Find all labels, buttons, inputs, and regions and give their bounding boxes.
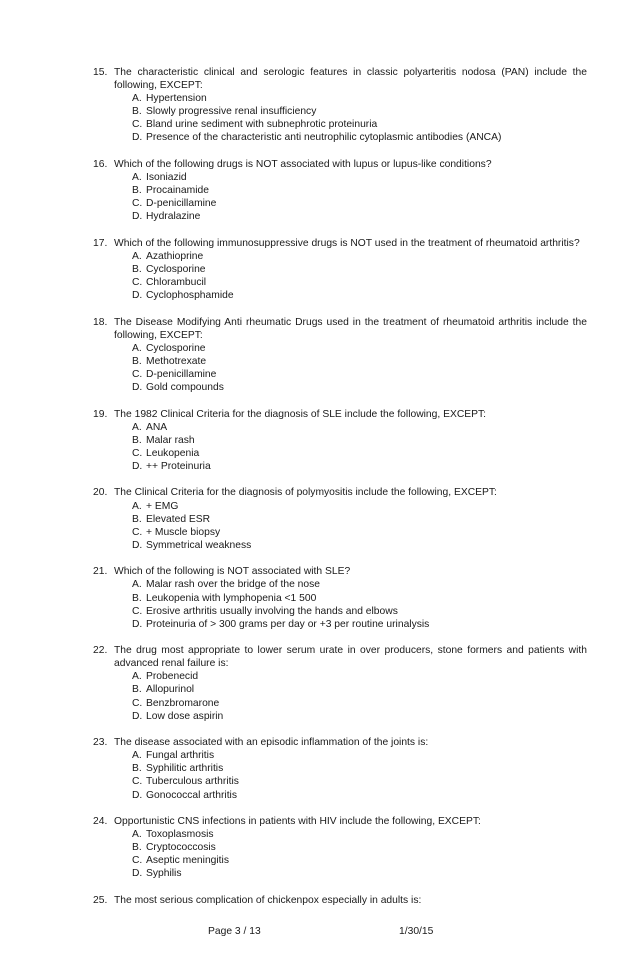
answer-option — [93, 749, 587, 762]
answer-option — [93, 355, 587, 368]
option-letter: C. — [132, 447, 143, 459]
answer-option — [93, 381, 587, 394]
question-stem — [93, 815, 587, 828]
question-stem — [93, 158, 587, 171]
answer-option — [93, 854, 587, 867]
answer-option — [93, 263, 587, 276]
question-text: The most serious complication of chickenpox especially in adults is: — [114, 894, 422, 906]
answer-option — [93, 289, 587, 302]
option-letter: A. — [132, 93, 142, 105]
option-text: Malar rash — [146, 434, 195, 446]
option-text: Elevated ESR — [146, 513, 211, 525]
option-text: + Muscle biopsy — [146, 526, 221, 538]
option-text: Aseptic meningitis — [146, 855, 229, 867]
question-text: The disease associated with an episodic inflammation of the joints is: — [114, 737, 429, 749]
option-text: Chlorambucil — [146, 277, 207, 289]
question-24 — [93, 815, 587, 880]
answer-option — [93, 131, 587, 144]
option-letter: A. — [132, 500, 142, 512]
question-text: The drug most appropriate to lower serum urate in over producers, stone formers and patients with advanced renal failure is: — [114, 645, 587, 670]
question-number: 24. — [93, 816, 108, 828]
option-text: Allopurinol — [146, 684, 195, 696]
question-19 — [93, 408, 587, 473]
answer-option — [93, 683, 587, 696]
option-letter: C. — [132, 277, 143, 289]
footer-date: 1/30/15 — [399, 926, 434, 937]
option-text: Leukopenia with lymphopenia <1 500 — [146, 592, 317, 604]
option-text: Hydralazine — [146, 211, 201, 223]
question-text: Which of the following immunosuppressive drugs is NOT used in the treatment of rheumatoid arthritis? — [114, 237, 580, 249]
answer-options — [93, 500, 587, 552]
option-letter: D. — [132, 618, 143, 630]
answer-options — [93, 171, 587, 223]
answer-options — [93, 92, 587, 144]
option-letter: C. — [132, 526, 143, 538]
option-letter: B. — [132, 434, 142, 446]
option-text: Cyclosporine — [146, 264, 206, 275]
answer-options — [93, 578, 587, 630]
option-text: Syphilis — [146, 868, 182, 880]
option-text: Slowly progressive renal insufficiency — [146, 106, 317, 118]
option-letter: D. — [132, 789, 143, 801]
answer-option — [93, 841, 587, 854]
option-text: Methotrexate — [146, 355, 207, 367]
question-stem — [93, 736, 587, 749]
option-text: Cyclophosphamide — [146, 290, 234, 302]
question-text: Opportunistic CNS infections in patients with HIV include the following, EXCEPT: — [114, 816, 481, 828]
option-text: Cyclosporine — [146, 342, 206, 354]
question-23 — [93, 736, 587, 801]
option-text: Leukopenia — [146, 447, 200, 459]
answer-option — [93, 460, 587, 473]
option-letter: C. — [132, 697, 143, 709]
question-number: 19. — [93, 408, 108, 420]
option-letter: A. — [132, 172, 142, 184]
answer-option — [93, 447, 587, 460]
option-text: Malar rash over the bridge of the nose — [146, 579, 321, 591]
answer-option — [93, 342, 587, 355]
answer-options — [93, 342, 587, 394]
answer-option — [93, 105, 587, 118]
option-letter: B. — [132, 684, 142, 696]
option-text: Procainamide — [146, 185, 209, 197]
answer-options — [93, 421, 587, 473]
option-text: Proteinuria of > 300 grams per day or +3 per routine urinalysis — [146, 618, 430, 630]
question-21 — [93, 565, 587, 630]
answer-option — [93, 92, 587, 105]
answer-options — [93, 828, 587, 880]
answer-option — [93, 197, 587, 210]
option-text: Gonococcal arthritis — [146, 789, 237, 801]
answer-option — [93, 867, 587, 880]
option-letter: B. — [132, 842, 142, 854]
question-stem — [93, 66, 587, 92]
option-letter: B. — [132, 185, 142, 197]
option-letter: D. — [132, 290, 143, 302]
question-stem — [93, 565, 587, 578]
answer-option — [93, 670, 587, 683]
question-number: 23. — [93, 737, 108, 749]
option-text: Hypertension — [146, 93, 207, 105]
option-text: Tuberculous arthritis — [146, 776, 239, 788]
answer-option — [93, 210, 587, 223]
question-number: 16. — [93, 158, 108, 170]
question-20 — [93, 486, 587, 551]
question-15 — [93, 66, 587, 145]
option-text: Benzbromarone — [146, 697, 220, 709]
question-number: 21. — [93, 566, 108, 578]
option-letter: D. — [132, 710, 143, 722]
question-text: Which of the following is NOT associated with SLE? — [114, 566, 351, 578]
question-text: The characteristic clinical and serologic features in classic polyarteritis nodosa (PAN) include the following, EXCEPT: — [114, 67, 587, 92]
option-text: Syphilitic arthritis — [146, 763, 224, 775]
option-letter: A. — [132, 342, 142, 354]
question-stem — [93, 408, 587, 421]
option-text: Azathioprine — [146, 250, 204, 262]
answer-option — [93, 762, 587, 775]
option-letter: C. — [132, 198, 143, 210]
option-letter: B. — [132, 264, 142, 275]
option-letter: D. — [132, 211, 143, 223]
answer-option — [93, 697, 587, 710]
answer-option — [93, 775, 587, 788]
question-22 — [93, 644, 587, 723]
question-17 — [93, 237, 587, 302]
answer-option — [93, 500, 587, 513]
page-number: Page 3 / 13 — [208, 926, 261, 937]
answer-option — [93, 171, 587, 184]
answer-option — [93, 368, 587, 381]
option-text: Bland urine sediment with subnephrotic proteinuria — [146, 119, 378, 131]
question-stem — [93, 486, 587, 499]
option-letter: C. — [132, 776, 143, 788]
option-letter: D. — [132, 382, 143, 394]
option-letter: B. — [132, 355, 142, 367]
option-letter: A. — [132, 250, 142, 262]
answer-option — [93, 118, 587, 131]
option-text: D-penicillamine — [146, 198, 217, 210]
option-text: Toxoplasmosis — [146, 829, 214, 841]
option-letter: A. — [132, 671, 142, 683]
option-text: Low dose aspirin — [146, 710, 224, 722]
answer-option — [93, 434, 587, 447]
answer-option — [93, 513, 587, 526]
question-number: 20. — [93, 487, 108, 499]
answer-option — [93, 184, 587, 197]
question-number: 17. — [93, 237, 108, 249]
answer-option — [93, 526, 587, 539]
question-number: 22. — [93, 645, 108, 657]
answer-options — [93, 749, 587, 801]
option-text: Erosive arthritis usually involving the hands and elbows — [146, 605, 398, 617]
option-letter: A. — [132, 579, 142, 591]
option-letter: D. — [132, 868, 143, 880]
option-text: Presence of the characteristic anti neutrophilic cytoplasmic antibodies (ANCA) — [146, 132, 502, 144]
option-text: Cryptococcosis — [146, 842, 216, 854]
option-letter: D. — [132, 132, 143, 144]
question-stem — [93, 644, 587, 670]
answer-option — [93, 828, 587, 841]
option-text: D-penicillamine — [146, 369, 217, 381]
answer-option — [93, 539, 587, 552]
question-stem — [93, 894, 587, 907]
question-text: Which of the following drugs is NOT associated with lupus or lupus-like conditions? — [114, 158, 492, 170]
option-letter: A. — [132, 829, 142, 841]
option-letter: D. — [132, 539, 143, 551]
option-letter: A. — [132, 421, 142, 433]
option-letter: C. — [132, 369, 143, 381]
question-stem — [93, 316, 587, 342]
question-18 — [93, 316, 587, 395]
option-text: + EMG — [146, 500, 179, 512]
answer-option — [93, 592, 587, 605]
answer-option — [93, 710, 587, 723]
question-25 — [93, 894, 587, 907]
option-letter: C. — [132, 119, 143, 131]
option-text: Isoniazid — [146, 172, 187, 184]
option-text: Probenecid — [146, 671, 199, 683]
question-text: The Clinical Criteria for the diagnosis of polymyositis include the following, EXCEPT: — [114, 487, 497, 499]
option-text: ++ Proteinuria — [146, 461, 211, 472]
option-letter: B. — [132, 592, 142, 604]
answer-options — [93, 250, 587, 302]
answer-option — [93, 421, 587, 434]
answer-option — [93, 618, 587, 631]
option-text: Fungal arthritis — [146, 750, 215, 762]
option-letter: B. — [132, 513, 142, 525]
option-letter: B. — [132, 763, 142, 775]
option-letter: C. — [132, 605, 143, 617]
answer-option — [93, 276, 587, 289]
question-list — [93, 66, 587, 920]
answer-option — [93, 578, 587, 591]
option-letter: C. — [132, 855, 143, 867]
question-number: 25. — [93, 894, 108, 906]
question-text: The 1982 Clinical Criteria for the diagnosis of SLE include the following, EXCEPT: — [114, 408, 487, 420]
question-number: 15. — [93, 67, 108, 78]
answer-option — [93, 250, 587, 263]
question-16 — [93, 158, 587, 223]
answer-option — [93, 605, 587, 618]
option-text: Symmetrical weakness — [146, 539, 252, 551]
question-number: 18. — [93, 316, 108, 328]
option-text: Gold compounds — [146, 382, 224, 394]
question-stem — [93, 237, 587, 250]
option-letter: A. — [132, 750, 142, 762]
option-letter: D. — [132, 461, 143, 472]
option-letter: B. — [132, 106, 142, 118]
answer-options — [93, 670, 587, 722]
option-text: ANA — [146, 421, 168, 433]
question-text: The Disease Modifying Anti rheumatic Drugs used in the treatment of rheumatoid arthritis include the following, EXCEPT: — [114, 316, 587, 341]
answer-option — [93, 789, 587, 802]
